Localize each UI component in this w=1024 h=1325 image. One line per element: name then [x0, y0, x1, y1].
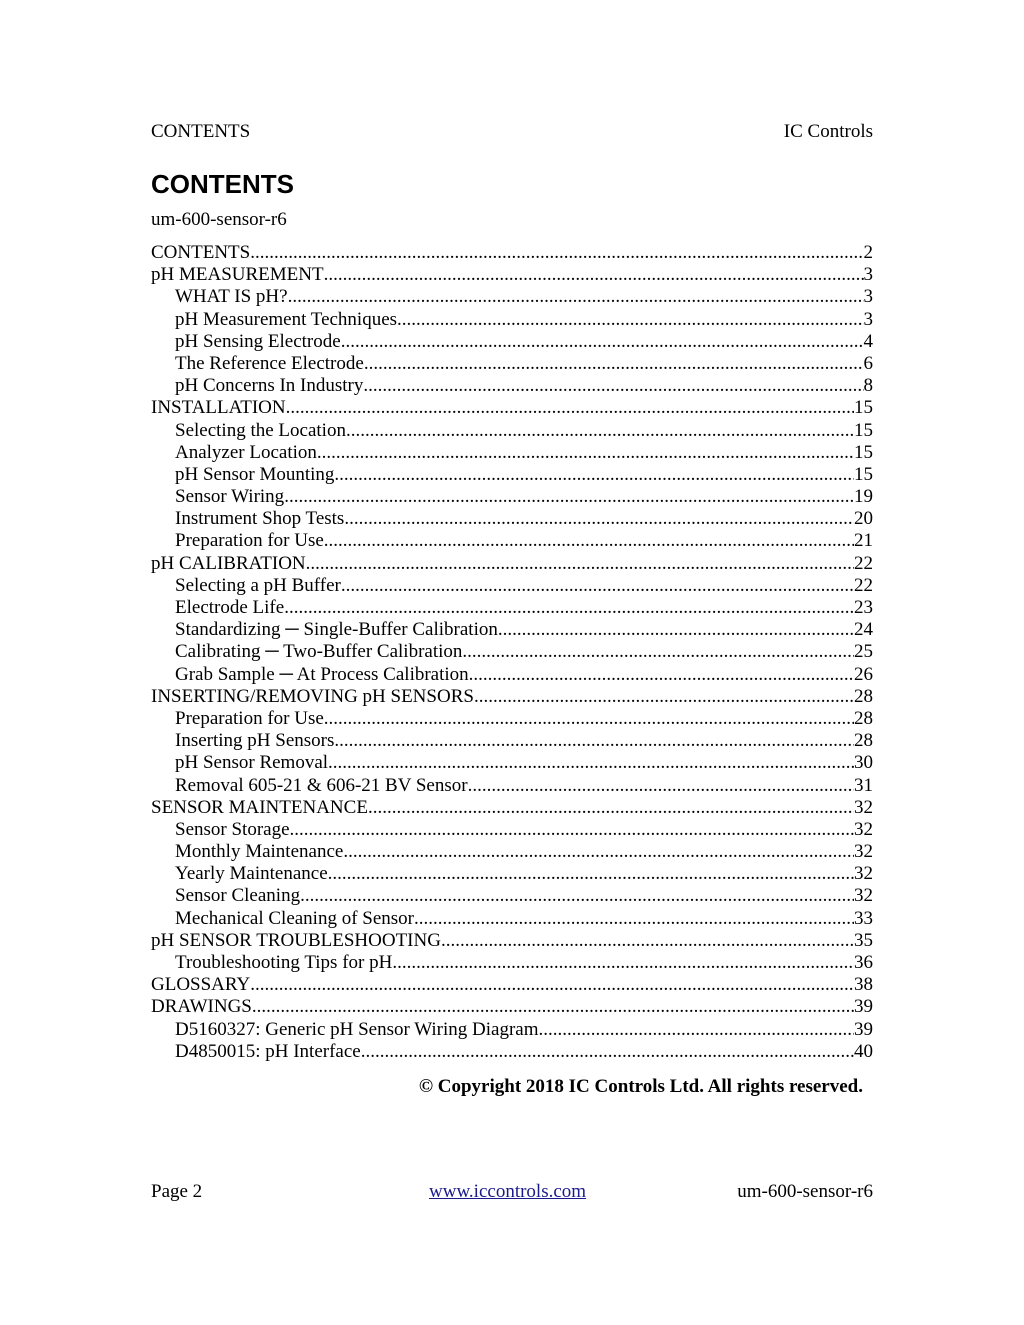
toc-entry-page-number: 39 [854, 1018, 873, 1040]
toc-entry-title: pH Sensor Removal [175, 752, 329, 774]
toc-entry-title: Troubleshooting Tips for pH [175, 952, 393, 973]
toc-entry-title: DRAWINGS [151, 996, 252, 1018]
toc-dot-leader [539, 1019, 854, 1041]
toc-entry[interactable] [151, 264, 873, 286]
toc-entry-page-number: 22 [854, 552, 873, 574]
toc-entry-title: Inserting pH Sensors [175, 730, 335, 752]
footer-website-link[interactable]: www.iccontrols.com [429, 1181, 587, 1202]
toc-entry-title: CONTENTS [151, 242, 251, 263]
toc-entry[interactable] [151, 309, 873, 331]
toc-entry-page-number: 32 [854, 796, 873, 818]
toc-entry-title: SENSOR MAINTENANCE [151, 796, 368, 818]
toc-entry-page-number: 39 [854, 996, 873, 1018]
toc-entry-title: Sensor Wiring [175, 486, 285, 508]
toc-entry[interactable] [151, 508, 873, 530]
toc-entry[interactable] [151, 752, 873, 774]
toc-entry[interactable] [151, 286, 873, 308]
toc-dot-leader [414, 908, 854, 930]
toc-entry[interactable] [151, 797, 873, 819]
toc-dot-leader [344, 508, 854, 530]
toc-dot-leader [284, 597, 854, 619]
toc-entry[interactable] [151, 597, 873, 619]
toc-entry-title: Sensor Storage [175, 818, 290, 840]
toc-dot-leader [290, 819, 854, 841]
toc-entry-page-number: 26 [854, 663, 873, 685]
toc-entry-page-number: 15 [854, 397, 873, 419]
toc-dot-leader [343, 841, 854, 863]
toc-entry-title: The Reference Electrode [175, 352, 364, 374]
toc-entry[interactable] [151, 375, 873, 397]
toc-entry-page-number: 32 [854, 885, 873, 907]
toc-entry[interactable] [151, 331, 873, 353]
toc-entry-page-number: 24 [854, 619, 873, 641]
toc-entry-title: pH Measurement Techniques [175, 308, 398, 330]
toc-entry-title: GLOSSARY [151, 974, 251, 996]
toc-dot-leader [252, 996, 854, 1018]
toc-entry-page-number: 19 [854, 486, 873, 508]
toc-entry-title: Instrument Shop Tests [175, 508, 345, 530]
toc-entry-title: Standardizing ─ Single-Buffer Calibration [175, 619, 498, 641]
toc-entry[interactable] [151, 553, 873, 575]
toc-entry[interactable] [151, 819, 873, 841]
toc-entry-title: Monthly Maintenance [175, 841, 344, 863]
document-id: um-600-sensor-r6 [151, 209, 287, 230]
toc-entry-page-number: 32 [854, 841, 873, 863]
toc-entry[interactable] [151, 641, 873, 663]
toc-dot-leader [468, 775, 854, 797]
toc-entry-page-number: 2 [863, 242, 873, 263]
toc-entry[interactable] [151, 1019, 873, 1041]
toc-entry-title: Mechanical Cleaning of Sensor [175, 907, 415, 929]
toc-dot-leader [288, 286, 864, 308]
toc-entry[interactable] [151, 775, 873, 797]
toc-entry-title: pH SENSOR TROUBLESHOOTING [151, 929, 441, 951]
toc-entry[interactable] [151, 708, 873, 730]
toc-entry[interactable] [151, 353, 873, 375]
toc-entry-title: Yearly Maintenance [175, 863, 328, 885]
toc-entry[interactable] [151, 885, 873, 907]
toc-entry-title: INSERTING/REMOVING pH SENSORS [151, 685, 474, 707]
toc-dot-leader [341, 575, 854, 597]
toc-dot-leader [284, 486, 854, 508]
toc-entry-title: D4850015: pH Interface [175, 1040, 361, 1062]
toc-entry[interactable] [151, 974, 873, 996]
table-of-contents [151, 242, 873, 1063]
toc-entry-page-number: 3 [863, 308, 873, 330]
page-footer [151, 1180, 873, 1204]
toc-entry-page-number: 22 [854, 574, 873, 596]
toc-dot-leader [324, 264, 864, 286]
toc-entry-page-number: 15 [854, 419, 873, 441]
toc-dot-leader [250, 974, 854, 996]
toc-dot-leader [250, 242, 863, 264]
toc-entry-title: Analyzer Location [175, 441, 317, 463]
toc-dot-leader [341, 331, 864, 353]
toc-entry-page-number: 3 [863, 264, 873, 286]
toc-dot-leader [324, 708, 854, 730]
toc-dot-leader [346, 420, 854, 442]
toc-entry-page-number: 38 [854, 974, 873, 996]
toc-entry[interactable] [151, 863, 873, 885]
toc-entry-page-number: 31 [854, 774, 873, 796]
toc-dot-leader [363, 375, 863, 397]
toc-dot-leader [334, 730, 854, 752]
toc-entry[interactable] [151, 530, 873, 552]
toc-entry-page-number: 28 [854, 730, 873, 752]
toc-entry-title: pH Concerns In Industry [175, 375, 364, 397]
toc-entry[interactable] [151, 242, 873, 264]
toc-entry[interactable] [151, 908, 873, 930]
toc-entry-title: Selecting a pH Buffer [175, 574, 341, 596]
toc-entry-page-number: 23 [854, 597, 873, 618]
toc-entry-page-number: 15 [854, 463, 873, 485]
toc-dot-leader [361, 1041, 854, 1063]
toc-entry-title: Selecting the Location [175, 419, 346, 441]
toc-dot-leader [317, 442, 854, 464]
toc-entry[interactable] [151, 664, 873, 686]
toc-entry-title: pH Sensor Mounting [175, 463, 335, 485]
toc-entry-page-number: 21 [854, 530, 873, 552]
toc-dot-leader [328, 863, 854, 885]
page-header [151, 120, 873, 144]
toc-entry-page-number: 4 [863, 330, 873, 352]
toc-entry-page-number: 35 [854, 929, 873, 951]
copyright-notice: © Copyright 2018 IC Controls Ltd. All rights reserved. [418, 1076, 863, 1097]
toc-entry-page-number: 25 [854, 641, 873, 663]
toc-entry-page-number: 28 [854, 685, 873, 707]
toc-entry[interactable] [151, 952, 873, 974]
toc-entry[interactable] [151, 397, 873, 419]
toc-entry-page-number: 33 [854, 907, 873, 929]
toc-entry-page-number: 3 [863, 286, 873, 308]
toc-entry-title: D5160327: Generic pH Sensor Wiring Diagram [175, 1018, 539, 1040]
toc-entry-page-number: 40 [854, 1040, 873, 1062]
footer-document-id: um-600-sensor-r6 [737, 1181, 873, 1202]
toc-entry[interactable] [151, 930, 873, 952]
toc-entry[interactable] [151, 686, 873, 708]
toc-entry[interactable] [151, 420, 873, 442]
toc-dot-leader [474, 686, 854, 708]
toc-dot-leader [392, 952, 854, 974]
toc-dot-leader [324, 530, 854, 552]
toc-entry-page-number: 20 [854, 508, 873, 530]
header-section-name: CONTENTS [151, 121, 251, 142]
toc-dot-leader [300, 885, 854, 907]
toc-entry-page-number: 32 [854, 818, 873, 840]
toc-dot-leader [328, 752, 854, 774]
toc-entry-page-number: 36 [854, 952, 873, 973]
toc-entry-title: Grab Sample ─ At Process Calibration [175, 663, 469, 685]
toc-entry[interactable] [151, 575, 873, 597]
toc-entry[interactable] [151, 996, 873, 1018]
toc-entry-page-number: 30 [854, 752, 873, 774]
toc-entry-page-number: 6 [863, 352, 873, 374]
toc-dot-leader [462, 641, 854, 663]
toc-entry-title: pH CALIBRATION [151, 552, 306, 574]
toc-entry-page-number: 8 [863, 375, 873, 397]
toc-entry[interactable] [151, 841, 873, 863]
toc-dot-leader [441, 930, 854, 952]
toc-dot-leader [397, 309, 863, 331]
toc-dot-leader [469, 664, 854, 686]
toc-entry-page-number: 15 [854, 441, 873, 463]
toc-entry-page-number: 28 [854, 707, 873, 729]
footer-page-number: Page 2 [151, 1181, 203, 1202]
toc-entry-title: Removal 605-21 & 606-21 BV Sensor [175, 774, 468, 796]
toc-dot-leader [368, 797, 854, 819]
toc-entry-title: INSTALLATION [151, 397, 286, 419]
toc-entry[interactable] [151, 730, 873, 752]
toc-entry-title: pH MEASUREMENT [151, 264, 324, 286]
toc-entry[interactable] [151, 1041, 873, 1063]
toc-entry-title: Sensor Cleaning [175, 885, 301, 907]
toc-dot-leader [334, 464, 854, 486]
toc-dot-leader [498, 619, 854, 641]
toc-entry[interactable] [151, 442, 873, 464]
toc-entry-title: Calibrating ─ Two-Buffer Calibration [175, 641, 463, 663]
toc-entry-title: Electrode Life [175, 597, 285, 618]
page-title: CONTENTS [151, 169, 294, 199]
toc-entry-title: Preparation for Use [175, 707, 324, 729]
toc-entry[interactable] [151, 619, 873, 641]
toc-entry-page-number: 32 [854, 863, 873, 885]
toc-dot-leader [306, 553, 854, 575]
toc-entry[interactable] [151, 486, 873, 508]
header-company-name: IC Controls [783, 121, 873, 142]
toc-dot-leader [364, 353, 864, 375]
toc-entry-title: pH Sensing Electrode [175, 330, 341, 352]
toc-entry[interactable] [151, 464, 873, 486]
toc-entry-title: WHAT IS pH? [175, 286, 288, 308]
toc-dot-leader [286, 397, 854, 419]
toc-entry-title: Preparation for Use [175, 530, 324, 552]
